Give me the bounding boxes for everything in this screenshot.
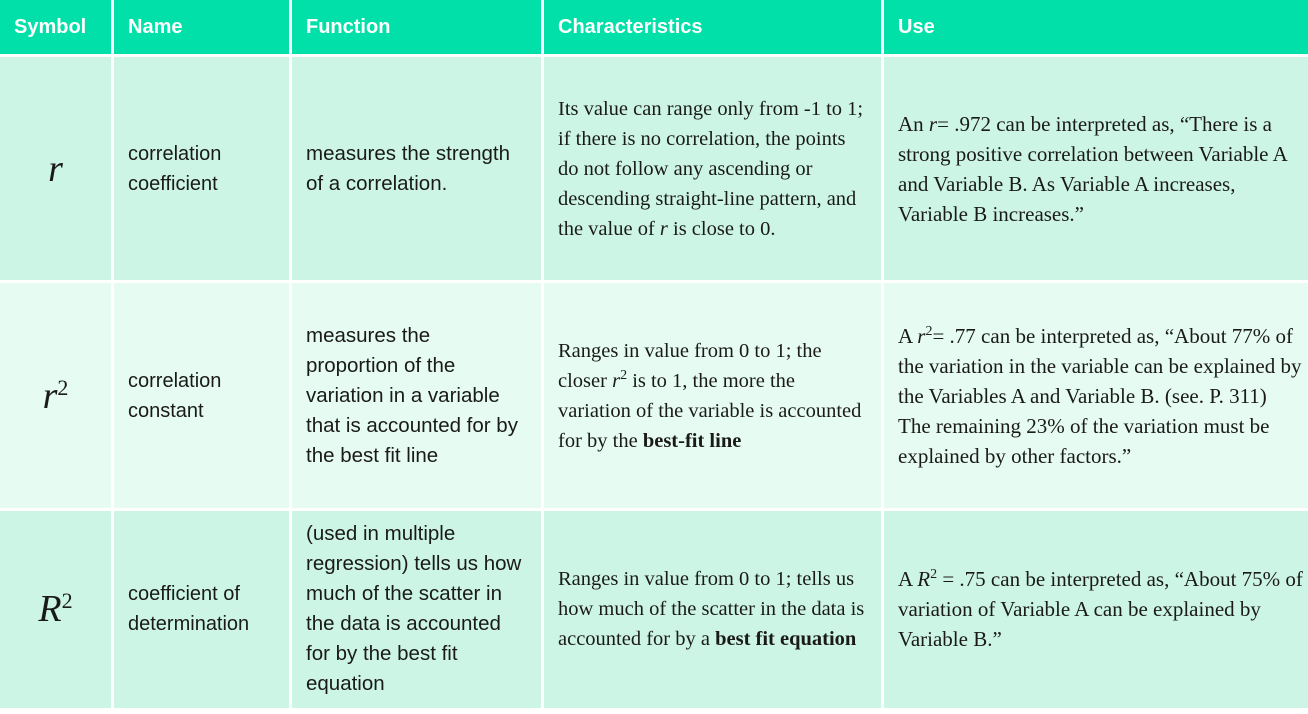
- text-segment: is to 1, the more the variation of the variable is accounted for by the: [558, 369, 862, 452]
- name-cell: coefficient of determination: [114, 511, 289, 708]
- text-segment: A: [898, 323, 918, 348]
- exponent: 2: [930, 567, 938, 583]
- table-row: [0, 57, 1308, 280]
- text-segment: is close to 0.: [667, 217, 776, 240]
- italic-symbol: r: [659, 217, 668, 240]
- name-cell: correlation coefficient: [114, 57, 289, 280]
- function-cell: (used in multiple regression) tells us how much of the scatter in the data is accounted for by the best fit equation: [292, 511, 541, 708]
- symbol-cell: [0, 57, 111, 280]
- text-segment: An: [898, 111, 929, 136]
- exponent: 2: [620, 367, 628, 383]
- use-cell: [884, 57, 1308, 280]
- text-segment: = .77 can be interpreted as, “About 77% of the variation in the variable can be explained by the Variables A and Variable B. (see. P. 311) The remaining 23% of the variation must be explained by other factors.”: [898, 323, 1302, 468]
- characteristics-cell: [544, 283, 881, 507]
- symbol-exponent: 2: [57, 374, 69, 400]
- text-segment: Ranges in value from 0 to 1; the closer: [558, 339, 822, 392]
- text-segment: Ranges in value from 0 to 1; tells us how much of the scatter in the data is accounted for by a: [558, 568, 865, 651]
- use-cell: [884, 511, 1308, 708]
- header-name: Name: [114, 0, 289, 54]
- characteristics-cell: [544, 511, 881, 708]
- header-row: [0, 0, 1308, 54]
- name-cell: correlation constant: [114, 283, 289, 507]
- italic-symbol: r: [928, 111, 938, 136]
- symbol-base: R: [38, 588, 62, 631]
- exponent: 2: [925, 323, 933, 339]
- symbol-base: r: [42, 374, 58, 417]
- symbol-cell: [0, 511, 111, 708]
- italic-symbol: R: [917, 567, 931, 592]
- table-row: [0, 283, 1308, 507]
- header-characteristics: Characteristics: [544, 0, 881, 54]
- italic-symbol: r: [612, 369, 621, 392]
- symbol-base: r: [48, 147, 63, 190]
- use-cell: [884, 283, 1308, 507]
- table-row: [0, 511, 1308, 708]
- bold-term: best fit equation: [715, 628, 857, 651]
- symbol-cell: [0, 283, 111, 507]
- text-segment: A: [898, 567, 918, 592]
- characteristics-cell: [544, 57, 881, 280]
- function-cell: measures the proportion of the variation in a variable that is accounted for by the best fit line: [292, 283, 541, 507]
- italic-symbol: r: [917, 323, 926, 348]
- symbol-exponent: 2: [61, 588, 73, 614]
- text-segment: Its value can range only from -1 to 1; if there is no correlation, the points do not follow any ascending or descending straight-line pattern, and the value of: [558, 97, 864, 240]
- text-segment: = .75 can be interpreted as, “About 75% of variation of Variable A can be explained by Variable B.”: [898, 567, 1303, 652]
- bold-term: best-fit line: [642, 429, 742, 452]
- header-function: Function: [292, 0, 541, 54]
- header-use: Use: [884, 0, 1308, 54]
- function-cell: measures the strength of a correlation.: [292, 57, 541, 280]
- header-symbol: Symbol: [0, 0, 111, 54]
- text-segment: = .972 can be interpreted as, “There is a strong positive correlation between Variable A and Variable B. As Variable A increases, Variable B increases.”: [898, 111, 1287, 226]
